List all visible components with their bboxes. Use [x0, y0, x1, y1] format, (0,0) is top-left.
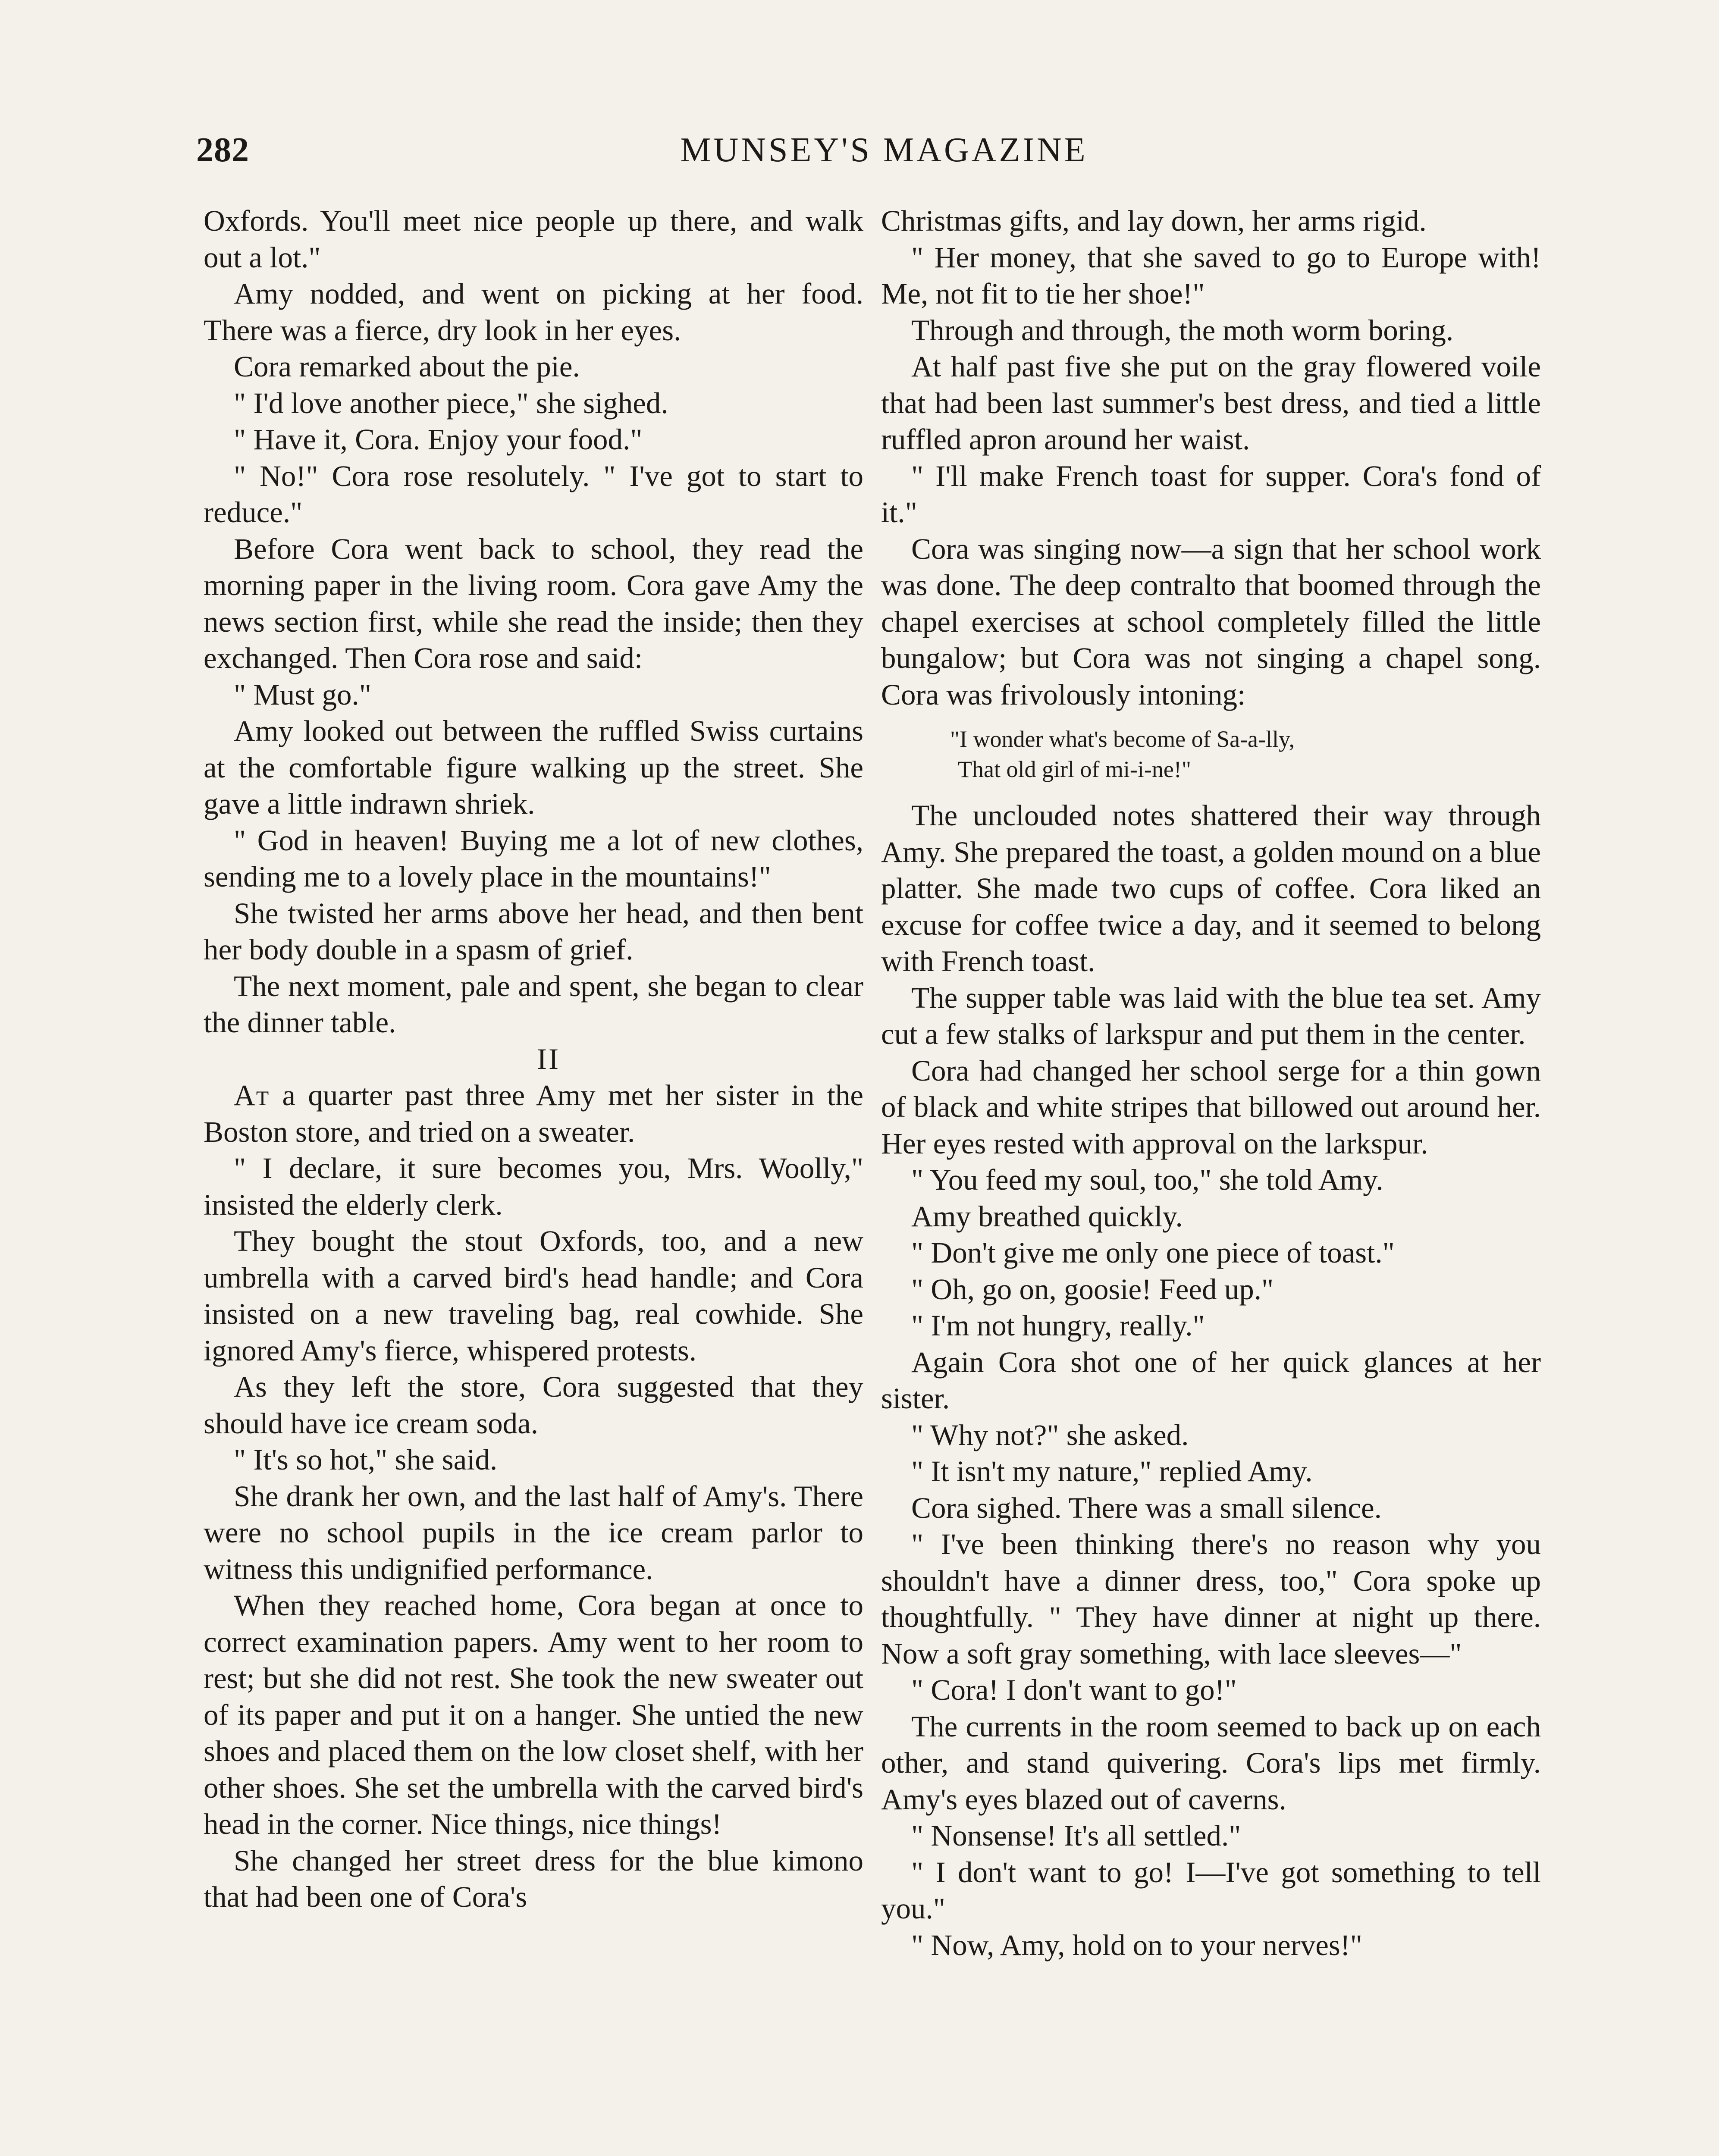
paragraph: When they reached home, Cora began at once to correct examination papers. Amy went to her room to rest; but she did not rest. She took the new sweater out of its paper and put it on a hanger. She untied the new shoes and placed them on the low closet shelf, with her other shoes. She set the umbrella with the carved bird's head in the corner. Nice things, nice things! — [204, 1589, 863, 1840]
paragraph: " It isn't my nature," replied Amy. — [911, 1455, 1313, 1488]
paragraph: Cora had changed her school serge for a thin gown of black and white stripes that billowed out around her. Her eyes rested with approval on the larkspur. — [881, 1054, 1541, 1160]
paragraph: At half past five she put on the gray flowered voile that had been last summer's best dress, and tied a little ruffled apron around her waist. — [881, 350, 1541, 456]
paragraph: The supper table was laid with the blue tea set. Amy cut a few stalks of larkspur and put them in the center. — [881, 981, 1541, 1050]
paragraph: " I'm not hungry, really." — [911, 1309, 1205, 1342]
song-verse — [950, 724, 1541, 784]
paragraph: The unclouded notes shattered their way through Amy. She prepared the toast, a golden mound on a blue platter. She made two cups of coffee. Cora liked an excuse for coffee twice a day, and it seemed to belong with French toast. — [881, 799, 1541, 978]
paragraph: " I've been thinking there's no reason why you shouldn't have a dinner dress, too," Cora spoke up thoughtfully. " They have dinner at night up there. Now a soft gray something, with lace sleeves—" — [881, 1528, 1541, 1670]
paragraph: " No!" Cora rose resolutely. " I've got to start to reduce." — [204, 459, 863, 529]
paragraph: " You feed my soul, too," she told Amy. — [911, 1163, 1383, 1196]
paragraph: As they left the store, Cora suggested that they should have ice cream soda. — [204, 1370, 863, 1440]
paragraph: " I'll make French toast for supper. Cora's fond of it." — [881, 459, 1541, 529]
paragraph: Amy nodded, and went on picking at her food. There was a fierce, dry look in her eyes. — [204, 277, 863, 347]
paragraph: " God in heaven! Buying me a lot of new clothes, sending me to a lovely place in the mountains!" — [204, 824, 863, 893]
lead-word: At — [234, 1079, 270, 1112]
paragraph: " I declare, it sure becomes you, Mrs. Woolly," insisted the elderly clerk. — [204, 1152, 863, 1221]
paragraph: Before Cora went back to school, they read the morning paper in the living room. Cora gave Amy the news section first, while she read the inside; then they exchanged. Then Cora rose and said: — [204, 532, 863, 674]
paragraph: She twisted her arms above her head, and then bent her body double in a spasm of grief. — [204, 896, 863, 966]
paragraph: Cora sighed. There was a small silence. — [911, 1491, 1382, 1524]
paragraph: " I'd love another piece," she sighed. — [234, 386, 668, 420]
paragraph: She drank her own, and the last half of Amy's. There were no school pupils in the ice cream parlor to witness this undignified performance. — [204, 1479, 863, 1586]
paragraph: Cora remarked about the pie. — [234, 350, 580, 383]
paragraph: " Don't give me only one piece of toast." — [911, 1236, 1395, 1269]
paragraph: " Cora! I don't want to go!" — [911, 1673, 1237, 1706]
paragraph-text: a quarter past three Amy met her sister in the Boston store, and tried on a sweater. — [204, 1079, 863, 1148]
paragraph: Cora was singing now—a sign that her school work was done. The deep contralto that boomed through the chapel exercises at school completely filled the little bungalow; but Cora was not singing a chapel song. Cora was frivolously intoning: — [881, 532, 1541, 711]
paragraph: Through and through, the moth worm boring. — [911, 313, 1454, 347]
page-number: 282 — [196, 131, 249, 169]
verse-line: "I wonder what's become of Sa-a-lly, — [950, 726, 1295, 752]
paragraph: " Must go." — [234, 678, 371, 711]
verse-line: That old girl of mi-i-ne!" — [958, 756, 1191, 782]
section-heading: II — [537, 1042, 560, 1075]
paragraph: They bought the stout Oxfords, too, and a new umbrella with a carved bird's head handle; and Cora insisted on a new traveling bag, real cowhide. She ignored Amy's fierce, whispered protests. — [204, 1225, 863, 1367]
paragraph: " Her money, that she saved to go to Europe with! Me, not fit to tie her shoe!" — [881, 241, 1541, 310]
paragraph: The next moment, pale and spent, she began to clear the dinner table. — [204, 969, 863, 1039]
paragraph: Oxfords. You'll meet nice people up there, and walk out a lot." — [204, 204, 863, 274]
paragraph: She changed her street dress for the blue kimono that had been one of Cora's — [204, 1844, 863, 1913]
paragraph: Amy breathed quickly. — [911, 1200, 1183, 1233]
paragraph: Amy looked out between the ruffled Swiss curtains at the comfortable figure walking up the street. She gave a little indrawn shriek. — [204, 714, 863, 820]
section-opening-paragraph — [204, 1077, 863, 1150]
paragraph: Christmas gifts, and lay down, her arms rigid. — [881, 204, 1427, 237]
left-column — [204, 203, 863, 1915]
paragraph: " It's so hot," she said. — [234, 1443, 498, 1476]
right-column — [881, 203, 1541, 1963]
paragraph: Again Cora shot one of her quick glances at her sister. — [881, 1345, 1541, 1415]
paragraph: " Nonsense! It's all settled." — [911, 1819, 1241, 1852]
paragraph: " Now, Amy, hold on to your nerves!" — [911, 1928, 1362, 1962]
paragraph: " Why not?" she asked. — [911, 1418, 1189, 1451]
paragraph: " I don't want to go! I—I've got something to tell you." — [881, 1855, 1541, 1925]
paragraph: The currents in the room seemed to back up on each other, and stand quivering. Cora's lips met firmly. Amy's eyes blazed out of caverns. — [881, 1710, 1541, 1816]
paragraph: " Oh, go on, goosie! Feed up." — [911, 1272, 1274, 1306]
running-head: MUNSEY'S MAGAZINE — [680, 131, 1088, 169]
paragraph: " Have it, Cora. Enjoy your food." — [234, 423, 643, 456]
